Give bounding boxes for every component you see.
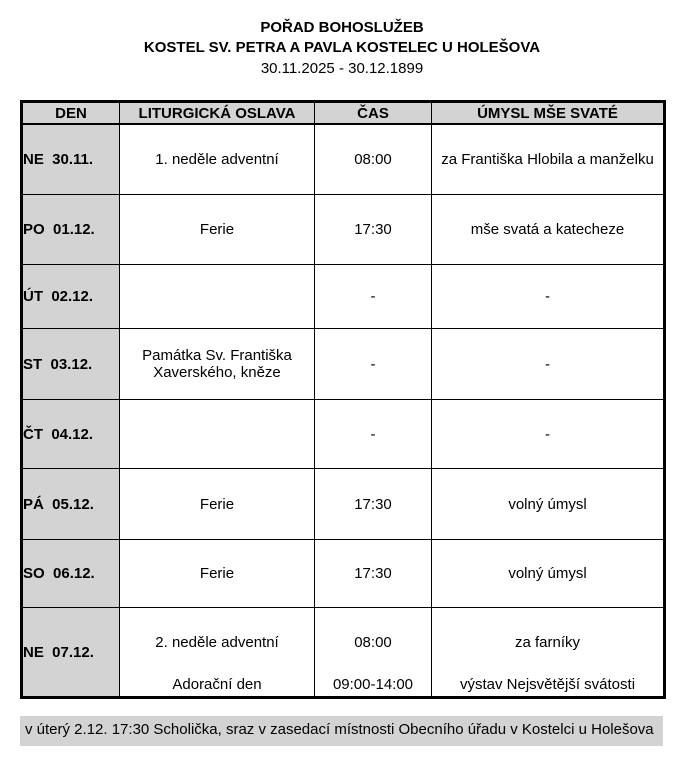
intention-cell: mše svatá a katecheze bbox=[432, 195, 665, 265]
table-row bbox=[22, 608, 665, 698]
intention-cell: volný úmysl bbox=[432, 469, 665, 540]
liturgy-line-2: Adorační den bbox=[172, 676, 262, 693]
column-header-den: DEN bbox=[22, 102, 120, 125]
day-cell: NE 07.12. bbox=[22, 608, 120, 698]
time-cell bbox=[315, 608, 432, 698]
intention-cell: - bbox=[432, 265, 665, 329]
intention-cell: - bbox=[432, 400, 665, 469]
liturgy-cell: Ferie bbox=[120, 195, 315, 265]
page-title: POŘAD BOHOSLUŽEB bbox=[260, 19, 424, 36]
table-row bbox=[22, 124, 665, 195]
day-cell: ST 03.12. bbox=[22, 329, 120, 400]
time-line-2: 09:00-14:00 bbox=[332, 676, 414, 693]
table-row bbox=[22, 329, 665, 400]
time-cell: 17:30 bbox=[315, 469, 432, 540]
liturgy-cell: Památka Sv. Františka Xaverského, kněze bbox=[120, 329, 315, 400]
intention-cell: volný úmysl bbox=[432, 540, 665, 608]
day-cell: ČT 04.12. bbox=[22, 400, 120, 469]
day-cell: ÚT 02.12. bbox=[22, 265, 120, 329]
time-cell: 08:00 bbox=[315, 124, 432, 195]
time-cell: - bbox=[315, 265, 432, 329]
day-cell: SO 06.12. bbox=[22, 540, 120, 608]
table-row bbox=[22, 469, 665, 540]
liturgy-cell bbox=[120, 608, 315, 698]
table-row bbox=[22, 265, 665, 329]
time-line-1: 08:00 bbox=[354, 633, 392, 651]
liturgy-cell: Ferie bbox=[120, 469, 315, 540]
footer-note: v úterý 2.12. 17:30 Scholička, sraz v zasedací místnosti Obecního úřadu v Kostelci u Holešova bbox=[20, 716, 663, 746]
column-header-umysl: ÚMYSL MŠE SVATÉ bbox=[432, 102, 665, 125]
liturgy-cell bbox=[120, 400, 315, 469]
intention-cell: za Františka Hlobila a manželku bbox=[432, 124, 665, 195]
table-row bbox=[22, 400, 665, 469]
title-block bbox=[0, 0, 684, 79]
time-cell: - bbox=[315, 329, 432, 400]
day-cell: PO 01.12. bbox=[22, 195, 120, 265]
table-row bbox=[22, 540, 665, 608]
day-cell: NE 30.11. bbox=[22, 124, 120, 195]
liturgy-line-1: 2. neděle adventní bbox=[155, 633, 279, 651]
time-cell: 17:30 bbox=[315, 195, 432, 265]
table-header-row bbox=[22, 102, 665, 125]
column-header-oslava: LITURGICKÁ OSLAVA bbox=[120, 102, 315, 125]
table-row bbox=[22, 195, 665, 265]
time-cell: - bbox=[315, 400, 432, 469]
intention-line-2: výstav Nejsvětější svátosti bbox=[459, 676, 636, 693]
date-range: 30.11.2025 - 30.12.1899 bbox=[260, 60, 424, 77]
liturgy-cell: 1. neděle adventní bbox=[120, 124, 315, 195]
intention-line-1: za farníky bbox=[514, 633, 581, 651]
time-cell: 17:30 bbox=[315, 540, 432, 608]
intention-cell: - bbox=[432, 329, 665, 400]
schedule-table bbox=[20, 100, 666, 699]
liturgy-cell: Ferie bbox=[120, 540, 315, 608]
liturgy-cell bbox=[120, 265, 315, 329]
column-header-cas: ČAS bbox=[315, 102, 432, 125]
intention-cell bbox=[432, 608, 665, 698]
page-subtitle: KOSTEL SV. PETRA A PAVLA KOSTELEC U HOLEŠOVA bbox=[143, 39, 541, 56]
day-cell: PÁ 05.12. bbox=[22, 469, 120, 540]
